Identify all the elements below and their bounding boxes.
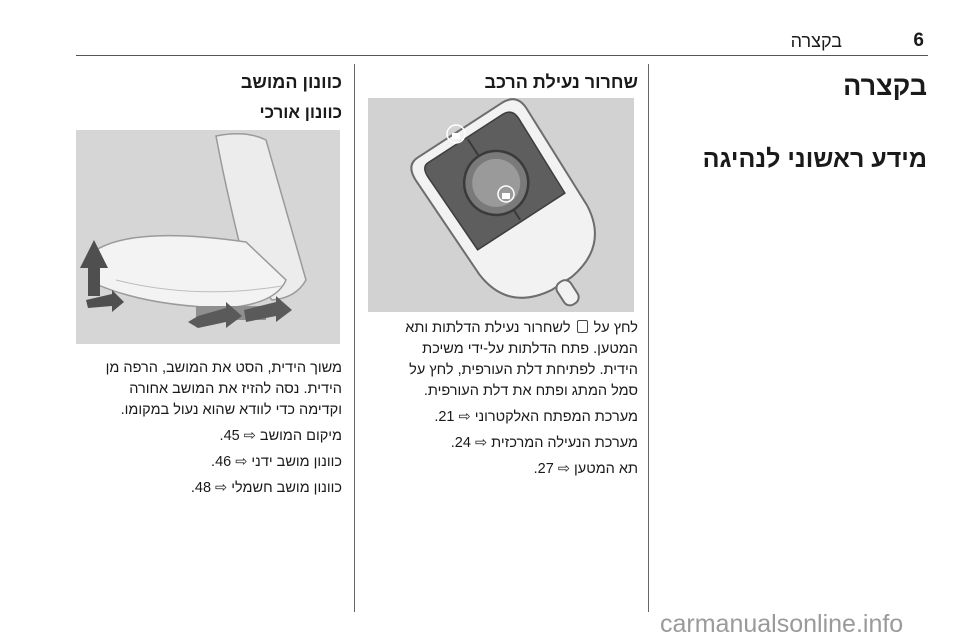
unlock-para-line4: סמל המתג ופתח את דלת העורפית. <box>423 383 638 399</box>
column-intro <box>663 70 927 174</box>
key-fob-illustration <box>368 98 634 312</box>
unlock-body <box>366 318 638 480</box>
seat-para-line1: משוך הידית, הסט את המושב, הרפה מן <box>105 360 342 376</box>
ref-central-locking[interactable]: מערכת הנעילה המרכזית ⇨ 24. <box>450 435 638 451</box>
seat-subheading: כוונון אורכי <box>259 103 342 122</box>
ref-electronic-key[interactable]: מערכת המפתח האלקטרוני ⇨ 21. <box>434 409 638 425</box>
unlock-icon <box>577 320 588 333</box>
ref-trunk[interactable]: תא המטען ⇨ 27. <box>533 461 638 477</box>
header-rule <box>76 55 928 56</box>
ref-seat-position[interactable]: מיקום המושב ⇨ 45. <box>219 428 342 444</box>
unlock-para-line2: המטען. פתח הדלתות על-ידי משיכת <box>422 341 638 357</box>
column-divider-left <box>354 64 355 612</box>
unlock-para-line3: הידית. לפתיחת דלת העורפית, לחץ על <box>409 362 638 378</box>
ref-manual-seat[interactable]: כוונון מושב ידני ⇨ 46. <box>211 454 342 470</box>
column-seat <box>76 70 342 124</box>
seat-adjust-illustration <box>76 130 340 344</box>
unlock-para-line1: לחץ על לשחרור נעילת הדלתות ותא <box>405 320 638 336</box>
chapter-title: בקצרה <box>843 71 927 101</box>
seat-para-line3: וקדימה כדי לוודא שהוא נעול במקומו. <box>120 402 342 418</box>
chapter-subtitle: מידע ראשוני לנהיגה <box>702 145 927 173</box>
page-header <box>76 30 928 52</box>
seat-body <box>76 358 342 499</box>
ref-electric-seat[interactable]: כוונון מושב חשמלי ⇨ 48. <box>190 480 342 496</box>
column-divider-right <box>648 64 649 612</box>
section-title: בקצרה <box>790 31 842 51</box>
seat-heading: כוונון המושב <box>240 72 342 92</box>
seat-para-line2: הידית. נסה להזיז את המושב אחורה <box>129 381 342 397</box>
watermark: carmanualsonline.info <box>660 610 904 638</box>
unlock-heading: שחרור נעילת הרכב <box>484 72 638 92</box>
column-unlock <box>366 70 638 94</box>
page-number: 6 <box>913 30 924 51</box>
